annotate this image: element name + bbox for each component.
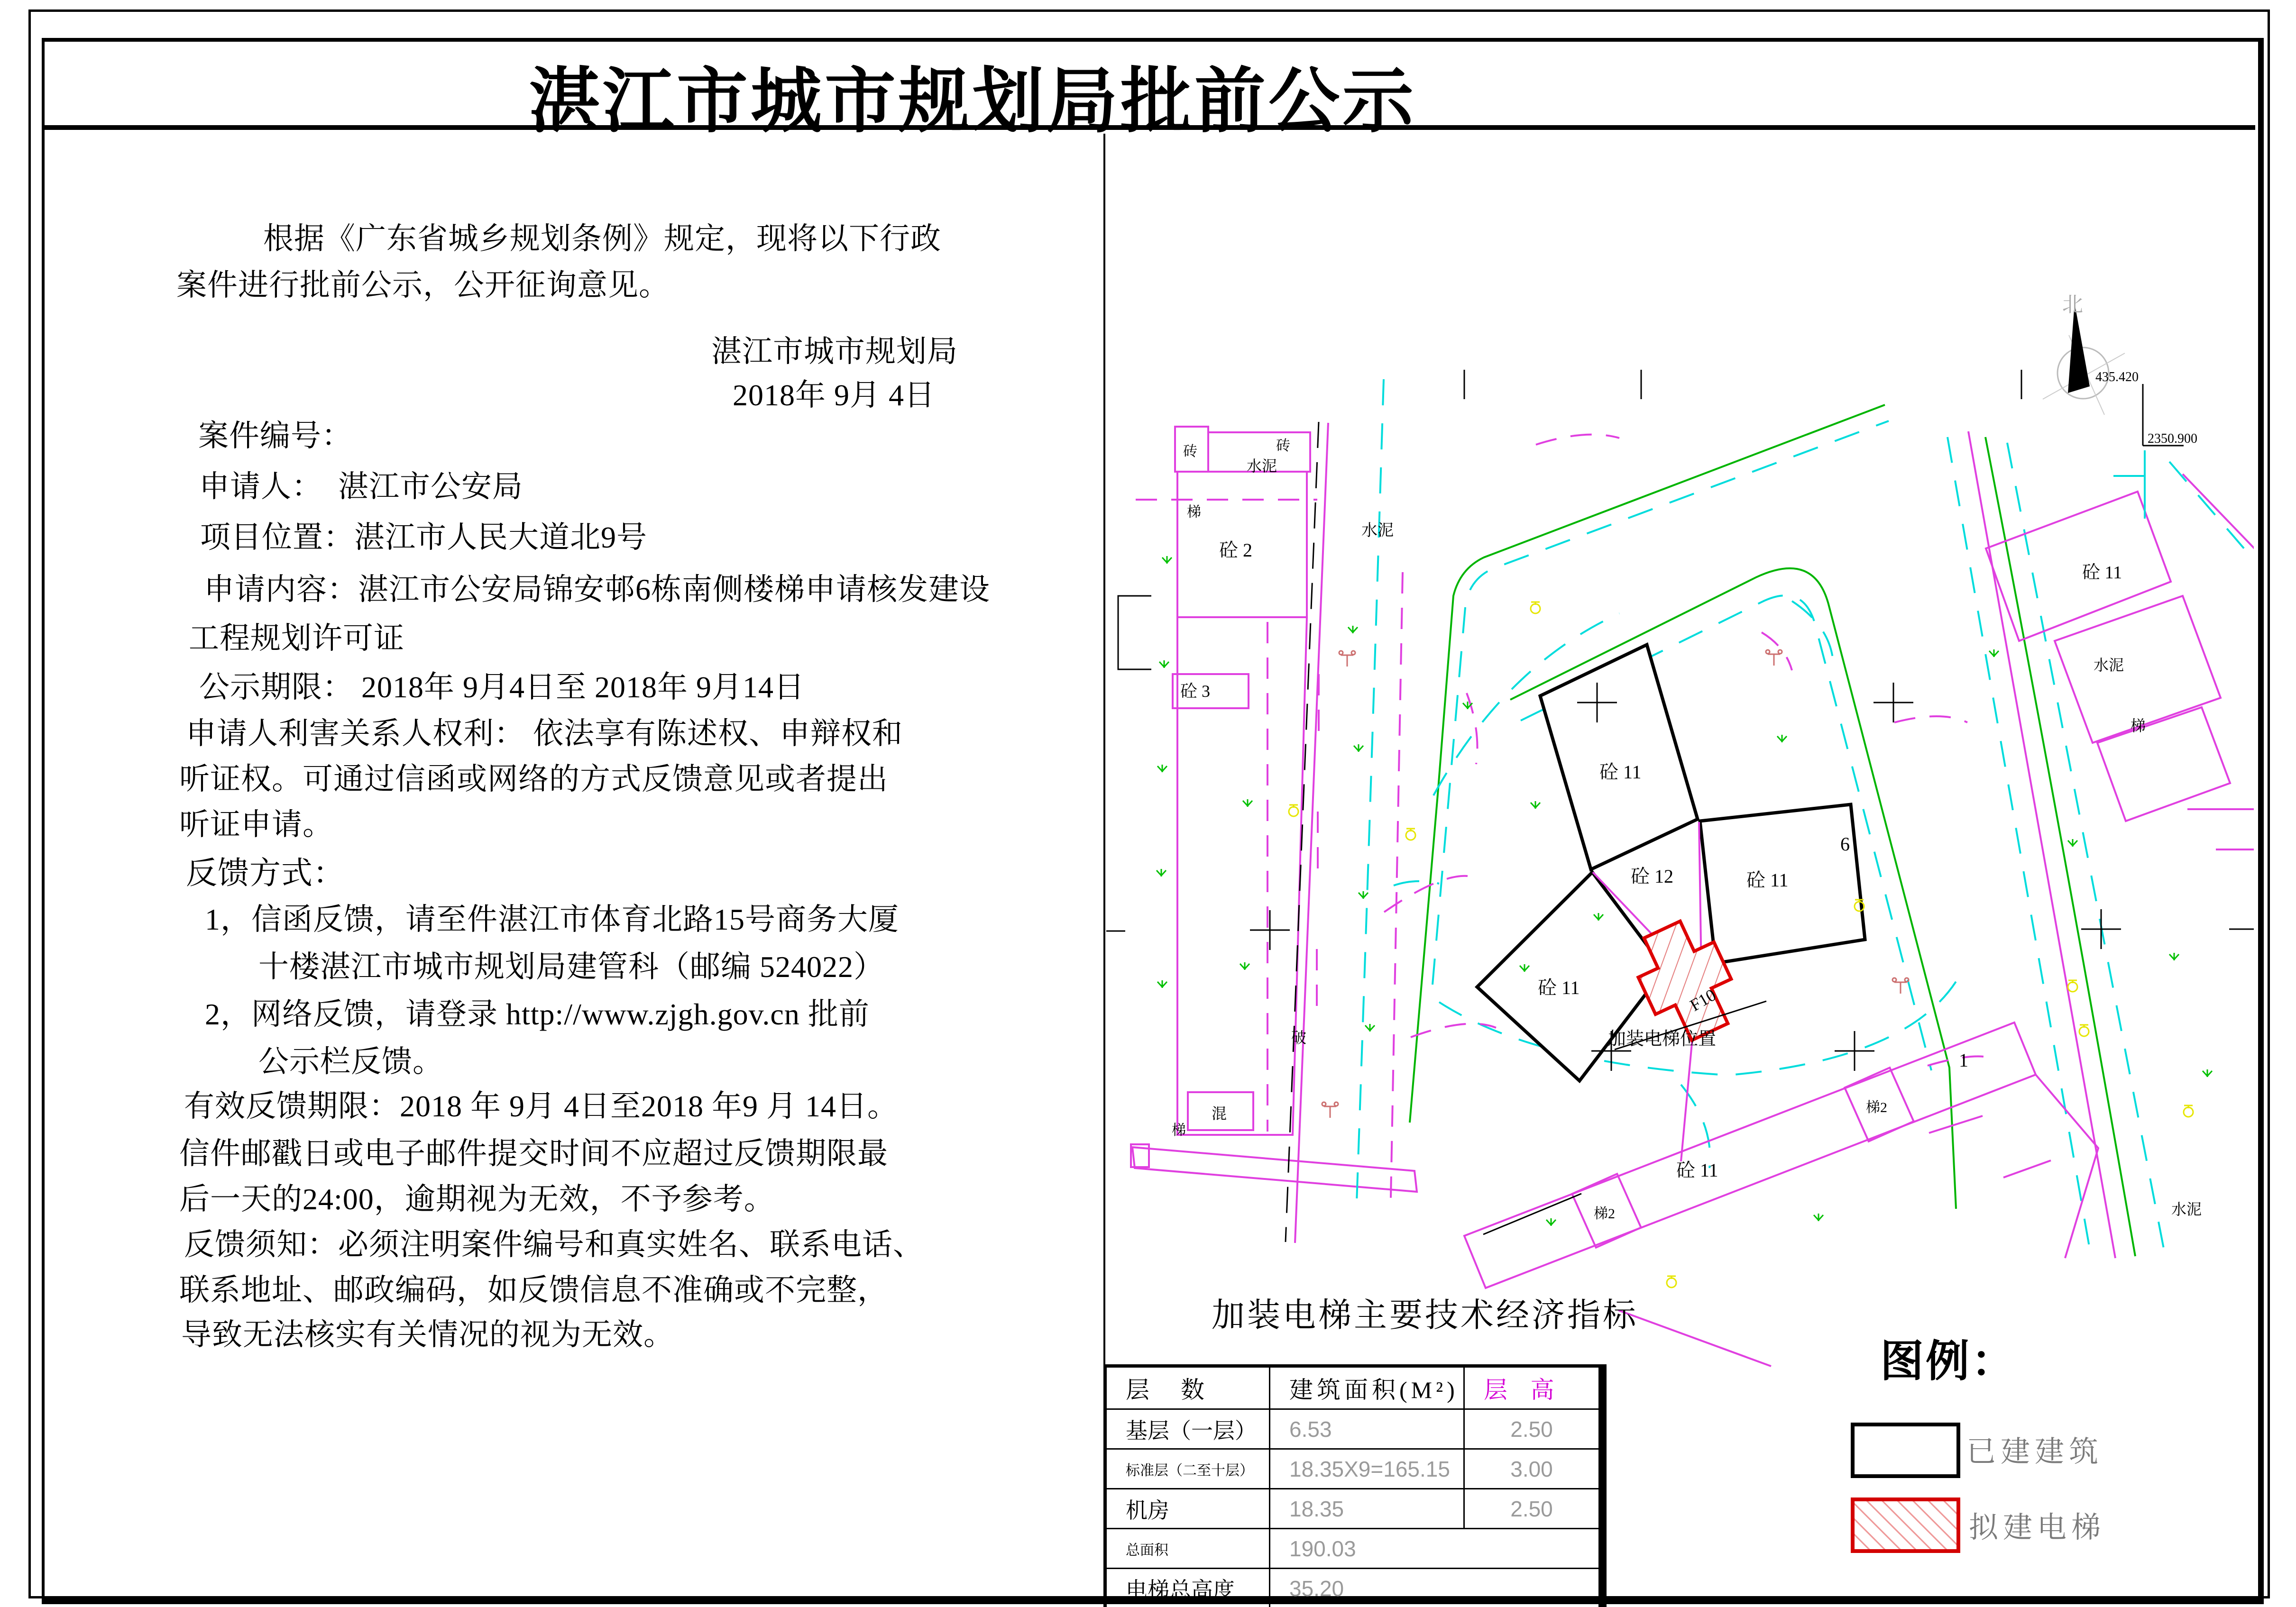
page-title: 湛江市城市规划局批前公示 <box>529 63 1417 141</box>
row-label: 电梯总高度 <box>1106 1569 1270 1607</box>
notice-line: 公示栏反馈。 <box>258 1045 443 1078</box>
notice-line: 根据《广东省城乡规划条例》规定，现将以下行政 <box>263 222 941 256</box>
notice-line: 申请内容：湛江市公安局锦安邨6栋南侧楼梯申请核发建设 <box>204 573 990 606</box>
north-arrow-icon <box>2043 303 2125 415</box>
map-west-buildings <box>1106 427 1417 1192</box>
notice-line: 案件编号： <box>198 419 352 453</box>
notice-line: 十楼湛江市城市规划局建管科（邮编 524022） <box>258 950 884 984</box>
map-label: 梯 <box>1187 504 1201 520</box>
table-title: 加装电梯主要技术经济指标 <box>1212 1297 1638 1334</box>
legend-swatch-built <box>1851 1423 1960 1478</box>
map-label: 水泥 <box>2171 1201 2202 1218</box>
map-label: 435.420 <box>2095 370 2139 384</box>
row-label: 总面积 <box>1106 1529 1270 1569</box>
notice-line: 工程规划许可证 <box>189 621 404 655</box>
row-label: 标准层（二至十层） <box>1106 1449 1270 1489</box>
notice-line: 公示期限： 2018年 9月4日至 2018年 9月14日 <box>199 670 805 704</box>
notice-line: 申请人利害关系人权利： 依法享有陈述权、申辩权和 <box>186 717 903 750</box>
map-labels <box>1172 293 2202 1222</box>
indicators-table <box>1103 1364 1607 1607</box>
map-label: 砼 11 <box>1676 1160 1718 1181</box>
row-area-value: 18.35 <box>1270 1489 1464 1529</box>
map-label: 砖 <box>1183 444 1197 459</box>
notice-line: 反馈须知：必须注明案件编号和真实姓名、联系电话、 <box>184 1228 924 1261</box>
row-height-value: 3.00 <box>1464 1449 1599 1489</box>
map-built-buildings <box>1477 645 1865 1161</box>
notice-line: 信件邮戳日或电子邮件提交时间不应超过反馈期限最 <box>179 1137 888 1170</box>
table-row <box>1106 1529 1599 1569</box>
map-label: 砼 12 <box>1631 866 1673 887</box>
map-label: 梯2 <box>1594 1206 1615 1222</box>
table-row <box>1106 1409 1599 1449</box>
notice-line: 联系地址、邮政编码，如反馈信息不准确或不完整， <box>179 1273 888 1307</box>
map-label: 梯 <box>1172 1123 1186 1138</box>
map-label: F10 <box>1687 985 1719 1015</box>
notice-line: 听证申请。 <box>179 808 333 841</box>
row-height-value: 2.50 <box>1464 1409 1599 1449</box>
notice-line: 后一天的24:00，逾期视为无效，不予参考。 <box>179 1182 775 1216</box>
table-row <box>1106 1569 1599 1607</box>
notice-line: 1，信函反馈，请至件湛江市体育北路15号商务大厦 <box>205 903 899 936</box>
row-label: 基层（一层） <box>1106 1409 1270 1449</box>
legend-label-elevator: 拟建电梯 <box>1969 1512 2106 1544</box>
row-area-value: 190.03 <box>1270 1529 1599 1569</box>
map-label: 砼 11 <box>1599 761 1642 783</box>
row-height-value: 2.50 <box>1464 1489 1599 1529</box>
notice-line: 项目位置：湛江市人民大道北9号 <box>200 520 647 554</box>
table-row <box>1106 1449 1599 1489</box>
row-label: 机房 <box>1106 1489 1270 1529</box>
map-label: 砼 2 <box>1219 539 1252 561</box>
map-label: 砼 3 <box>1180 682 1211 701</box>
map-label: 2350.900 <box>2148 431 2197 446</box>
notice-line: 导致无法核实有关情况的视为无效。 <box>181 1318 674 1351</box>
legend-title: 图例： <box>1880 1337 2017 1386</box>
map-label: 1 <box>1959 1050 1968 1071</box>
legend-swatch-elevator <box>1851 1497 1960 1553</box>
map-west-road <box>1286 379 1403 1243</box>
row-area-value: 18.35X9=165.15 <box>1270 1449 1464 1489</box>
row-area-value: 35.20 <box>1270 1569 1599 1607</box>
map-label: 6 <box>1840 833 1850 855</box>
notice-line: 2018年 9月 4日 <box>733 378 935 412</box>
notice-line: 湛江市城市规划局 <box>711 335 958 368</box>
row-area-value: 6.53 <box>1270 1409 1464 1449</box>
map-label: 砼 11 <box>1538 977 1580 998</box>
col-header-height: 层 高 <box>1464 1367 1599 1409</box>
map-label: 砼 11 <box>1746 869 1789 891</box>
map-label: 加装电梯位置 <box>1608 1029 1717 1049</box>
map-label: 水泥 <box>1247 457 1277 475</box>
notice-line: 申请人： 湛江市公安局 <box>199 470 523 503</box>
notice-line: 反馈方式： <box>186 856 345 891</box>
map-label: 砼 11 <box>2082 563 2122 583</box>
notice-line: 2，网络反馈，请登录 http://www.zjgh.gov.cn 批前 <box>205 997 870 1031</box>
col-header-floors: 层 数 <box>1106 1367 1270 1409</box>
notice-line: 有效反馈期限：2018 年 9月 4日至2018 年9 月 14日。 <box>184 1089 898 1123</box>
map-label: 破 <box>1291 1029 1307 1046</box>
map-label: 砖 <box>1276 438 1290 454</box>
map-label: 北 <box>2062 293 2083 316</box>
map-label: 混 <box>1212 1105 1227 1122</box>
map-label: 梯 <box>2131 717 2146 734</box>
notice-line: 案件进行批前公示，公开征询意见。 <box>176 268 670 302</box>
map-label: 水泥 <box>2094 657 2124 674</box>
map-label: 水泥 <box>1361 522 1394 539</box>
col-header-area: 建筑面积(M²) <box>1270 1367 1464 1409</box>
notice-line: 听证权。可通过信函或网络的方式反馈意见或者提出 <box>179 762 888 796</box>
map-label: 梯2 <box>1866 1100 1887 1115</box>
table-row <box>1106 1489 1599 1529</box>
coordinate-marker <box>2113 384 2184 519</box>
legend-label-built: 已建建筑 <box>1966 1436 2103 1468</box>
